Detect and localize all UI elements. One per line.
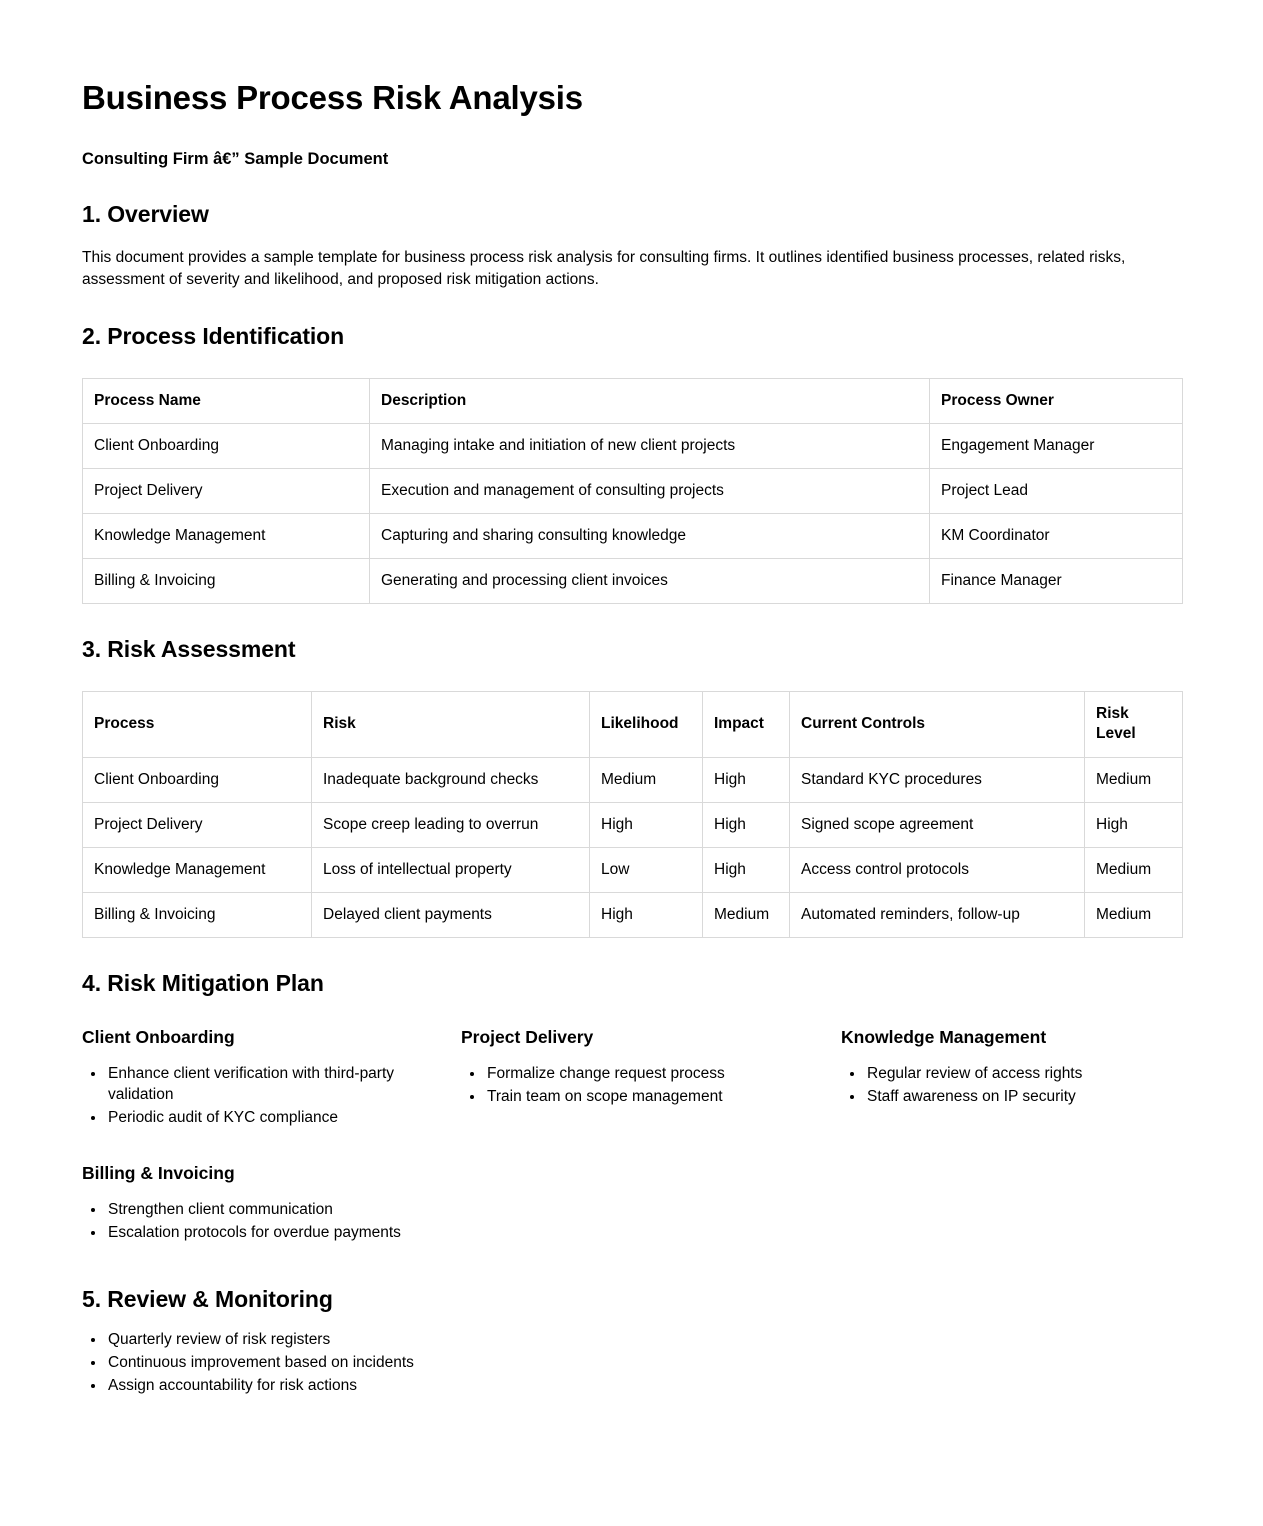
cell-process: Client Onboarding <box>83 757 312 802</box>
cell-description: Capturing and sharing consulting knowledge <box>370 514 930 559</box>
cell-process: Knowledge Management <box>83 847 312 892</box>
section-heading-overview: 1. Overview <box>82 200 209 227</box>
cell-current-controls: Standard KYC procedures <box>790 757 1085 802</box>
cell-process: Project Delivery <box>83 802 312 847</box>
cell-risk: Loss of intellectual property <box>312 847 590 892</box>
risk-assessment-table <box>82 691 1183 938</box>
mitigation-group-title: Knowledge Management <box>841 1027 1047 1048</box>
mitigation-group-title: Client Onboarding <box>82 1027 235 1048</box>
section-heading-risk-assessment: 3. Risk Assessment <box>82 636 296 663</box>
cell-likelihood: High <box>590 893 703 938</box>
column-header-risk-level: Risk Level <box>1085 692 1183 757</box>
mitigation-spacer-1 <box>461 1163 841 1246</box>
list-item: • Regular review of access rights <box>865 1064 1182 1085</box>
cell-current-controls: Access control protocols <box>790 847 1085 892</box>
mitigation-group-title: Project Delivery <box>461 1027 594 1048</box>
cell-likelihood: Low <box>590 847 703 892</box>
table-row <box>83 559 1183 604</box>
cell-risk-level: Medium <box>1085 847 1183 892</box>
table-header-row <box>83 692 1183 757</box>
cell-process-owner: Engagement Manager <box>930 423 1183 468</box>
column-header-process-name: Process Name <box>83 378 370 423</box>
cell-process: Billing & Invoicing <box>83 893 312 938</box>
column-header-description: Description <box>370 378 930 423</box>
cell-impact: High <box>703 757 790 802</box>
cell-process-name: Billing & Invoicing <box>83 559 370 604</box>
column-header-likelihood: Likelihood <box>590 692 703 757</box>
mitigation-list <box>841 1064 1182 1108</box>
table-header-row <box>83 378 1183 423</box>
list-item: • Enhance client verification with third-party validation <box>106 1064 436 1106</box>
cell-process-name: Project Delivery <box>83 468 370 513</box>
section-heading-review-monitoring: 5. Review & Monitoring <box>82 1285 333 1312</box>
column-header-process-owner: Process Owner <box>930 378 1183 423</box>
mitigation-group-title: Billing & Invoicing <box>82 1162 235 1183</box>
mitigation-list <box>461 1064 815 1108</box>
page-title: Business Process Risk Analysis <box>82 79 583 116</box>
risk-mitigation-row-2 <box>82 1163 1185 1246</box>
cell-impact: High <box>703 802 790 847</box>
column-header-current-controls: Current Controls <box>790 692 1085 757</box>
table-row <box>83 757 1183 802</box>
cell-description: Execution and management of consulting projects <box>370 468 930 513</box>
cell-risk: Scope creep leading to overrun <box>312 802 590 847</box>
list-item: • Continuous improvement based on incidents <box>106 1353 1185 1374</box>
table-row <box>83 847 1183 892</box>
risk-mitigation-row-1 <box>82 1027 1185 1131</box>
cell-risk-level: Medium <box>1085 893 1183 938</box>
table-row <box>83 893 1183 938</box>
cell-process-name: Knowledge Management <box>83 514 370 559</box>
cell-process-owner: KM Coordinator <box>930 514 1183 559</box>
mitigation-group-knowledge-management <box>841 1027 1182 1131</box>
cell-current-controls: Signed scope agreement <box>790 802 1085 847</box>
table-row <box>83 468 1183 513</box>
cell-risk: Delayed client payments <box>312 893 590 938</box>
column-header-process: Process <box>83 692 312 757</box>
list-item: • Quarterly review of risk registers <box>106 1330 1185 1351</box>
cell-description: Generating and processing client invoices <box>370 559 930 604</box>
column-header-risk: Risk <box>312 692 590 757</box>
list-item: • Formalize change request process <box>485 1064 815 1085</box>
list-item: • Train team on scope management <box>485 1087 815 1108</box>
section-heading-process-identification: 2. Process Identification <box>82 322 345 349</box>
list-item: • Periodic audit of KYC compliance <box>106 1108 436 1129</box>
list-item: • Assign accountability for risk actions <box>106 1376 1185 1397</box>
overview-paragraph: This document provides a sample template for business process risk analysis for consulting firms. It outlines identified business processes, related risks, assessment of severity and likelihood, and proposed risk mitigation actions. <box>82 248 1126 288</box>
review-monitoring-list <box>82 1330 1185 1397</box>
table-row <box>83 423 1183 468</box>
table-row <box>83 802 1183 847</box>
mitigation-spacer-2 <box>841 1163 1182 1246</box>
mitigation-list <box>82 1200 436 1244</box>
table-row <box>83 514 1183 559</box>
list-item: • Strengthen client communication <box>106 1200 436 1221</box>
cell-risk: Inadequate background checks <box>312 757 590 802</box>
list-item: • Staff awareness on IP security <box>865 1087 1182 1108</box>
cell-impact: Medium <box>703 893 790 938</box>
cell-risk-level: High <box>1085 802 1183 847</box>
mitigation-group-billing-invoicing <box>82 1163 461 1246</box>
cell-likelihood: Medium <box>590 757 703 802</box>
section-heading-risk-mitigation: 4. Risk Mitigation Plan <box>82 970 324 997</box>
cell-impact: High <box>703 847 790 892</box>
cell-process-name: Client Onboarding <box>83 423 370 468</box>
list-item: • Escalation protocols for overdue payments <box>106 1223 436 1244</box>
mitigation-group-project-delivery <box>461 1027 841 1131</box>
process-identification-table <box>82 378 1183 605</box>
cell-process-owner: Project Lead <box>930 468 1183 513</box>
cell-description: Managing intake and initiation of new client projects <box>370 423 930 468</box>
document-subtitle: Consulting Firm â€” Sample Document <box>82 149 389 168</box>
cell-process-owner: Finance Manager <box>930 559 1183 604</box>
cell-likelihood: High <box>590 802 703 847</box>
cell-current-controls: Automated reminders, follow-up <box>790 893 1085 938</box>
mitigation-group-client-onboarding <box>82 1027 461 1131</box>
column-header-impact: Impact <box>703 692 790 757</box>
cell-risk-level: Medium <box>1085 757 1183 802</box>
mitigation-list <box>82 1064 436 1129</box>
